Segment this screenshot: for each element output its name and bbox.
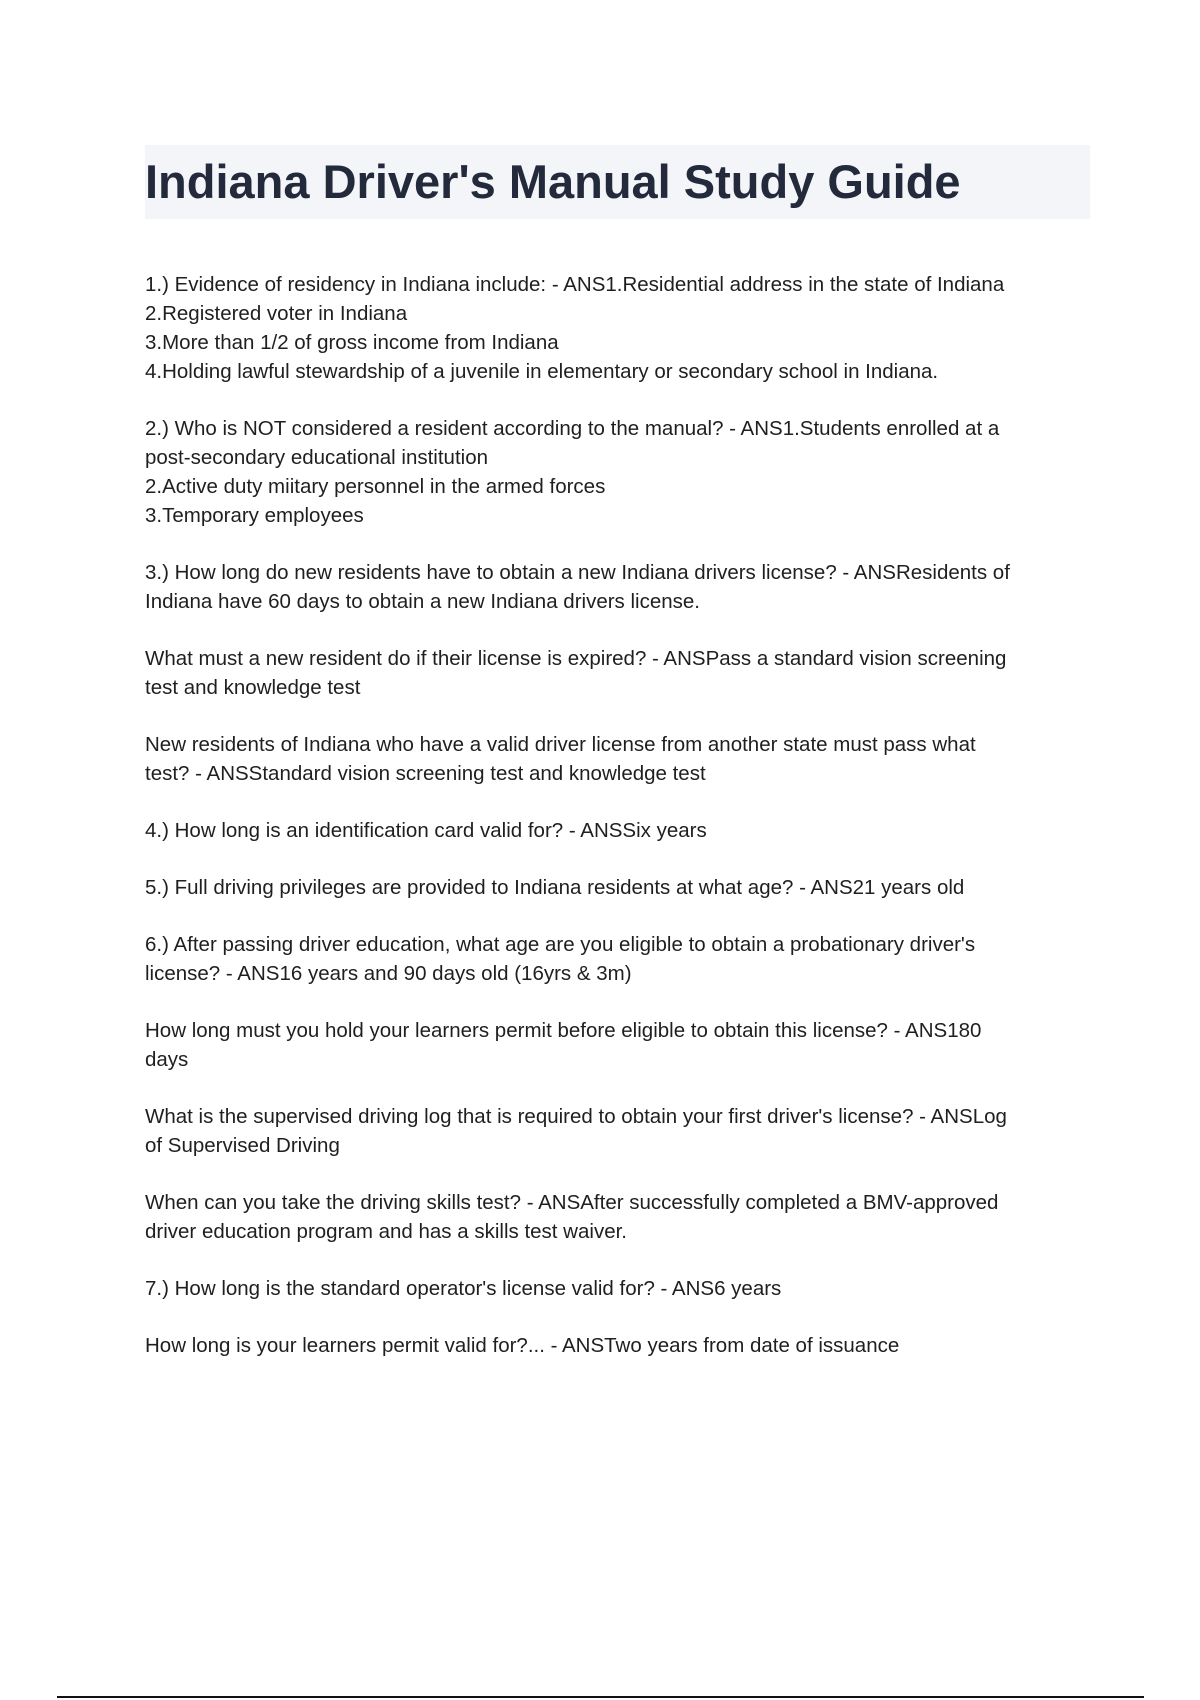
text-line: 4.Holding lawful stewardship of a juvenile in elementary or secondary school in Indiana. bbox=[145, 360, 939, 383]
question-item bbox=[145, 558, 1090, 616]
footer-divider bbox=[57, 1696, 1144, 1698]
text-line: What must a new resident do if their license is expired? - ANSPass a standard vision screening bbox=[145, 647, 1007, 670]
text-line: 1.) Evidence of residency in Indiana include: - ANS1.Residential address in the state of Indiana bbox=[145, 273, 1005, 296]
question-item bbox=[145, 1274, 1090, 1303]
text-line: 4.) How long is an identification card valid for? - ANSSix years bbox=[145, 819, 707, 842]
text-line: 7.) How long is the standard operator's license valid for? - ANS6 years bbox=[145, 1277, 782, 1300]
page-title: Indiana Driver's Manual Study Guide bbox=[145, 155, 961, 208]
question-item bbox=[145, 1331, 1090, 1360]
text-line: test and knowledge test bbox=[145, 676, 361, 699]
text-line: New residents of Indiana who have a valid driver license from another state must pass what bbox=[145, 733, 976, 756]
title-band bbox=[145, 145, 1090, 219]
text-line: days bbox=[145, 1048, 189, 1071]
text-line: When can you take the driving skills test? - ANSAfter successfully completed a BMV-approved bbox=[145, 1191, 999, 1214]
text-line: post-secondary educational institution bbox=[145, 446, 489, 469]
question-item bbox=[145, 730, 1090, 788]
question-item bbox=[145, 1102, 1090, 1160]
text-line: of Supervised Driving bbox=[145, 1134, 340, 1157]
question-item bbox=[145, 1016, 1090, 1074]
text-line: 3.Temporary employees bbox=[145, 504, 364, 527]
text-line: 2.) Who is NOT considered a resident according to the manual? - ANS1.Students enrolled at a bbox=[145, 417, 1000, 440]
text-line: How long must you hold your learners permit before eligible to obtain this license? - ANS180 bbox=[145, 1019, 982, 1042]
text-line: Indiana have 60 days to obtain a new Indiana drivers license. bbox=[145, 590, 701, 613]
text-line: driver education program and has a skills test waiver. bbox=[145, 1220, 627, 1243]
question-item bbox=[145, 1188, 1090, 1246]
text-line: 6.) After passing driver education, what age are you eligible to obtain a probationary driver's bbox=[145, 933, 976, 956]
document-body bbox=[145, 270, 1090, 1388]
text-line: How long is your learners permit valid for?... - ANSTwo years from date of issuance bbox=[145, 1334, 900, 1357]
question-item bbox=[145, 414, 1090, 530]
text-line: 2.Active duty miitary personnel in the armed forces bbox=[145, 475, 606, 498]
question-item bbox=[145, 873, 1090, 902]
text-line: license? - ANS16 years and 90 days old (16yrs & 3m) bbox=[145, 962, 632, 985]
question-item bbox=[145, 930, 1090, 988]
text-line: 2.Registered voter in Indiana bbox=[145, 302, 408, 325]
question-item bbox=[145, 644, 1090, 702]
question-item bbox=[145, 816, 1090, 845]
text-line: 5.) Full driving privileges are provided to Indiana residents at what age? - ANS21 years old bbox=[145, 876, 965, 899]
text-line: test? - ANSStandard vision screening test and knowledge test bbox=[145, 762, 706, 785]
text-line: 3.More than 1/2 of gross income from Indiana bbox=[145, 331, 559, 354]
question-item bbox=[145, 270, 1090, 386]
text-line: 3.) How long do new residents have to obtain a new Indiana drivers license? - ANSResidents of bbox=[145, 561, 1010, 584]
text-line: What is the supervised driving log that is required to obtain your first driver's license? - ANSLog bbox=[145, 1105, 1007, 1128]
